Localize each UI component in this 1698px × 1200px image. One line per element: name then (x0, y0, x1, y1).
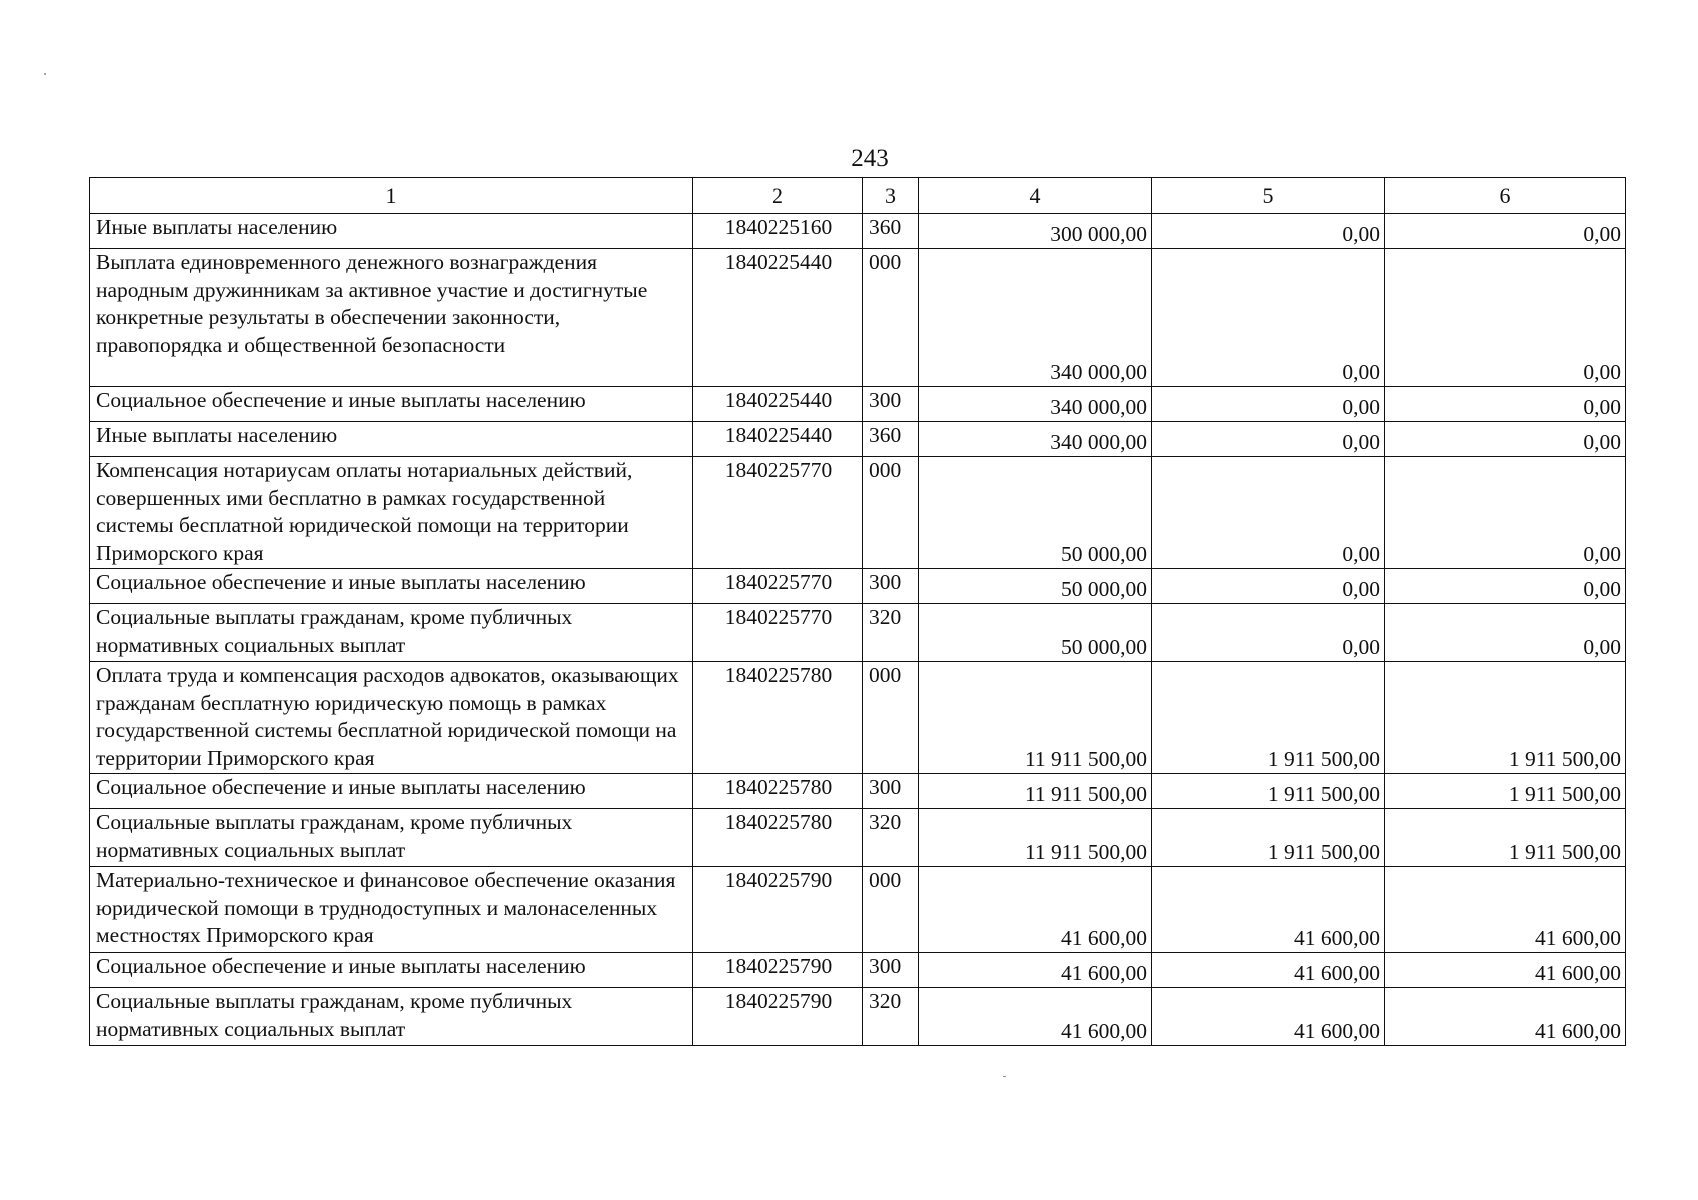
table-row (90, 867, 1626, 953)
row-amount-col6: 0,00 (1385, 422, 1626, 457)
column-header-6: 6 (1385, 178, 1626, 214)
row-expense-type: 300 (863, 569, 919, 604)
row-amount-col4: 11 911 500,00 (919, 662, 1152, 774)
row-expense-type: 300 (863, 953, 919, 988)
row-name: Социальные выплаты гражданам, кроме публичных нормативных социальных выплат (90, 604, 693, 662)
row-expense-type: 000 (863, 457, 919, 569)
row-target-code: 1840225790 (693, 988, 863, 1046)
column-header-4: 4 (919, 178, 1152, 214)
row-target-code: 1840225790 (693, 867, 863, 953)
row-amount-col4: 11 911 500,00 (919, 774, 1152, 809)
row-target-code: 1840225790 (693, 953, 863, 988)
row-name: Выплата единовременного денежного вознаграждения народным дружинникам за активное участие и достигнутые конкретные результаты в обеспечении законности, правопорядка и общественной безопасности (90, 249, 693, 387)
row-amount-col4: 340 000,00 (919, 422, 1152, 457)
row-amount-col4: 340 000,00 (919, 249, 1152, 387)
column-header-2: 2 (693, 178, 863, 214)
table-row (90, 569, 1626, 604)
row-amount-col5: 41 600,00 (1152, 867, 1385, 953)
row-amount-col6: 0,00 (1385, 457, 1626, 569)
table-row (90, 662, 1626, 774)
row-name: Социальное обеспечение и иные выплаты населению (90, 569, 693, 604)
row-name: Социальное обеспечение и иные выплаты населению (90, 774, 693, 809)
row-target-code: 1840225780 (693, 662, 863, 774)
row-amount-col4: 50 000,00 (919, 569, 1152, 604)
row-amount-col6: 1 911 500,00 (1385, 809, 1626, 867)
row-amount-col5: 0,00 (1152, 604, 1385, 662)
column-header-1: 1 (90, 178, 693, 214)
row-expense-type: 320 (863, 604, 919, 662)
row-amount-col5: 0,00 (1152, 249, 1385, 387)
row-expense-type: 000 (863, 867, 919, 953)
row-name: Компенсация нотариусам оплаты нотариальных действий, совершенных ими бесплатно в рамках государственной системы бесплатной юридической помощи на территории Приморского края (90, 457, 693, 569)
row-amount-col6: 1 911 500,00 (1385, 662, 1626, 774)
row-amount-col5: 1 911 500,00 (1152, 662, 1385, 774)
table-row (90, 457, 1626, 569)
row-amount-col5: 0,00 (1152, 569, 1385, 604)
row-target-code: 1840225770 (693, 604, 863, 662)
row-target-code: 1840225440 (693, 422, 863, 457)
row-amount-col6: 41 600,00 (1385, 953, 1626, 988)
row-amount-col5: 41 600,00 (1152, 953, 1385, 988)
table-row (90, 604, 1626, 662)
row-name: Иные выплаты населению (90, 214, 693, 249)
column-header-3: 3 (863, 178, 919, 214)
row-amount-col5: 1 911 500,00 (1152, 809, 1385, 867)
row-amount-col6: 41 600,00 (1385, 867, 1626, 953)
row-amount-col6: 0,00 (1385, 214, 1626, 249)
row-target-code: 1840225780 (693, 809, 863, 867)
row-expense-type: 300 (863, 774, 919, 809)
row-name: Социальное обеспечение и иные выплаты населению (90, 387, 693, 422)
row-target-code: 1840225770 (693, 569, 863, 604)
page-number: 243 (851, 145, 889, 172)
row-amount-col5: 41 600,00 (1152, 988, 1385, 1046)
row-expense-type: 360 (863, 214, 919, 249)
table-row (90, 387, 1626, 422)
row-amount-col6: 0,00 (1385, 249, 1626, 387)
row-amount-col6: 1 911 500,00 (1385, 774, 1626, 809)
row-target-code: 1840225440 (693, 249, 863, 387)
table-row (90, 214, 1626, 249)
row-target-code: 1840225160 (693, 214, 863, 249)
row-amount-col4: 41 600,00 (919, 988, 1152, 1046)
row-target-code: 1840225440 (693, 387, 863, 422)
row-expense-type: 320 (863, 809, 919, 867)
row-amount-col6: 0,00 (1385, 569, 1626, 604)
budget-table (89, 177, 1626, 1046)
row-name: Социальное обеспечение и иные выплаты населению (90, 953, 693, 988)
row-expense-type: 000 (863, 662, 919, 774)
row-amount-col4: 41 600,00 (919, 953, 1152, 988)
row-name: Оплата труда и компенсация расходов адвокатов, оказывающих гражданам бесплатную юридическую помощь в рамках государственной системы бесплатной юридической помощи на территории Приморского края (90, 662, 693, 774)
table-row (90, 809, 1626, 867)
row-amount-col4: 41 600,00 (919, 867, 1152, 953)
row-amount-col5: 0,00 (1152, 422, 1385, 457)
table-row (90, 249, 1626, 387)
column-header-5: 5 (1152, 178, 1385, 214)
row-amount-col5: 0,00 (1152, 457, 1385, 569)
table-row (90, 988, 1626, 1046)
row-amount-col4: 340 000,00 (919, 387, 1152, 422)
row-target-code: 1840225770 (693, 457, 863, 569)
row-amount-col6: 0,00 (1385, 604, 1626, 662)
row-expense-type: 000 (863, 249, 919, 387)
scan-speck (44, 73, 46, 75)
row-name: Социальные выплаты гражданам, кроме публичных нормативных социальных выплат (90, 809, 693, 867)
table-row (90, 422, 1626, 457)
table-row (90, 774, 1626, 809)
row-amount-col6: 41 600,00 (1385, 988, 1626, 1046)
row-name: Иные выплаты населению (90, 422, 693, 457)
row-amount-col5: 0,00 (1152, 387, 1385, 422)
row-name: Материально-техническое и финансовое обеспечение оказания юридической помощи в труднодоступных и малонаселенных местностях Приморского края (90, 867, 693, 953)
row-amount-col4: 11 911 500,00 (919, 809, 1152, 867)
row-amount-col4: 50 000,00 (919, 457, 1152, 569)
row-amount-col6: 0,00 (1385, 387, 1626, 422)
row-target-code: 1840225780 (693, 774, 863, 809)
row-amount-col5: 1 911 500,00 (1152, 774, 1385, 809)
table-header-row (90, 178, 1626, 214)
row-expense-type: 360 (863, 422, 919, 457)
row-amount-col4: 50 000,00 (919, 604, 1152, 662)
row-amount-col4: 300 000,00 (919, 214, 1152, 249)
scan-speck (1003, 1076, 1006, 1077)
row-expense-type: 320 (863, 988, 919, 1046)
row-amount-col5: 0,00 (1152, 214, 1385, 249)
row-expense-type: 300 (863, 387, 919, 422)
table-row (90, 953, 1626, 988)
row-name: Социальные выплаты гражданам, кроме публичных нормативных социальных выплат (90, 988, 693, 1046)
